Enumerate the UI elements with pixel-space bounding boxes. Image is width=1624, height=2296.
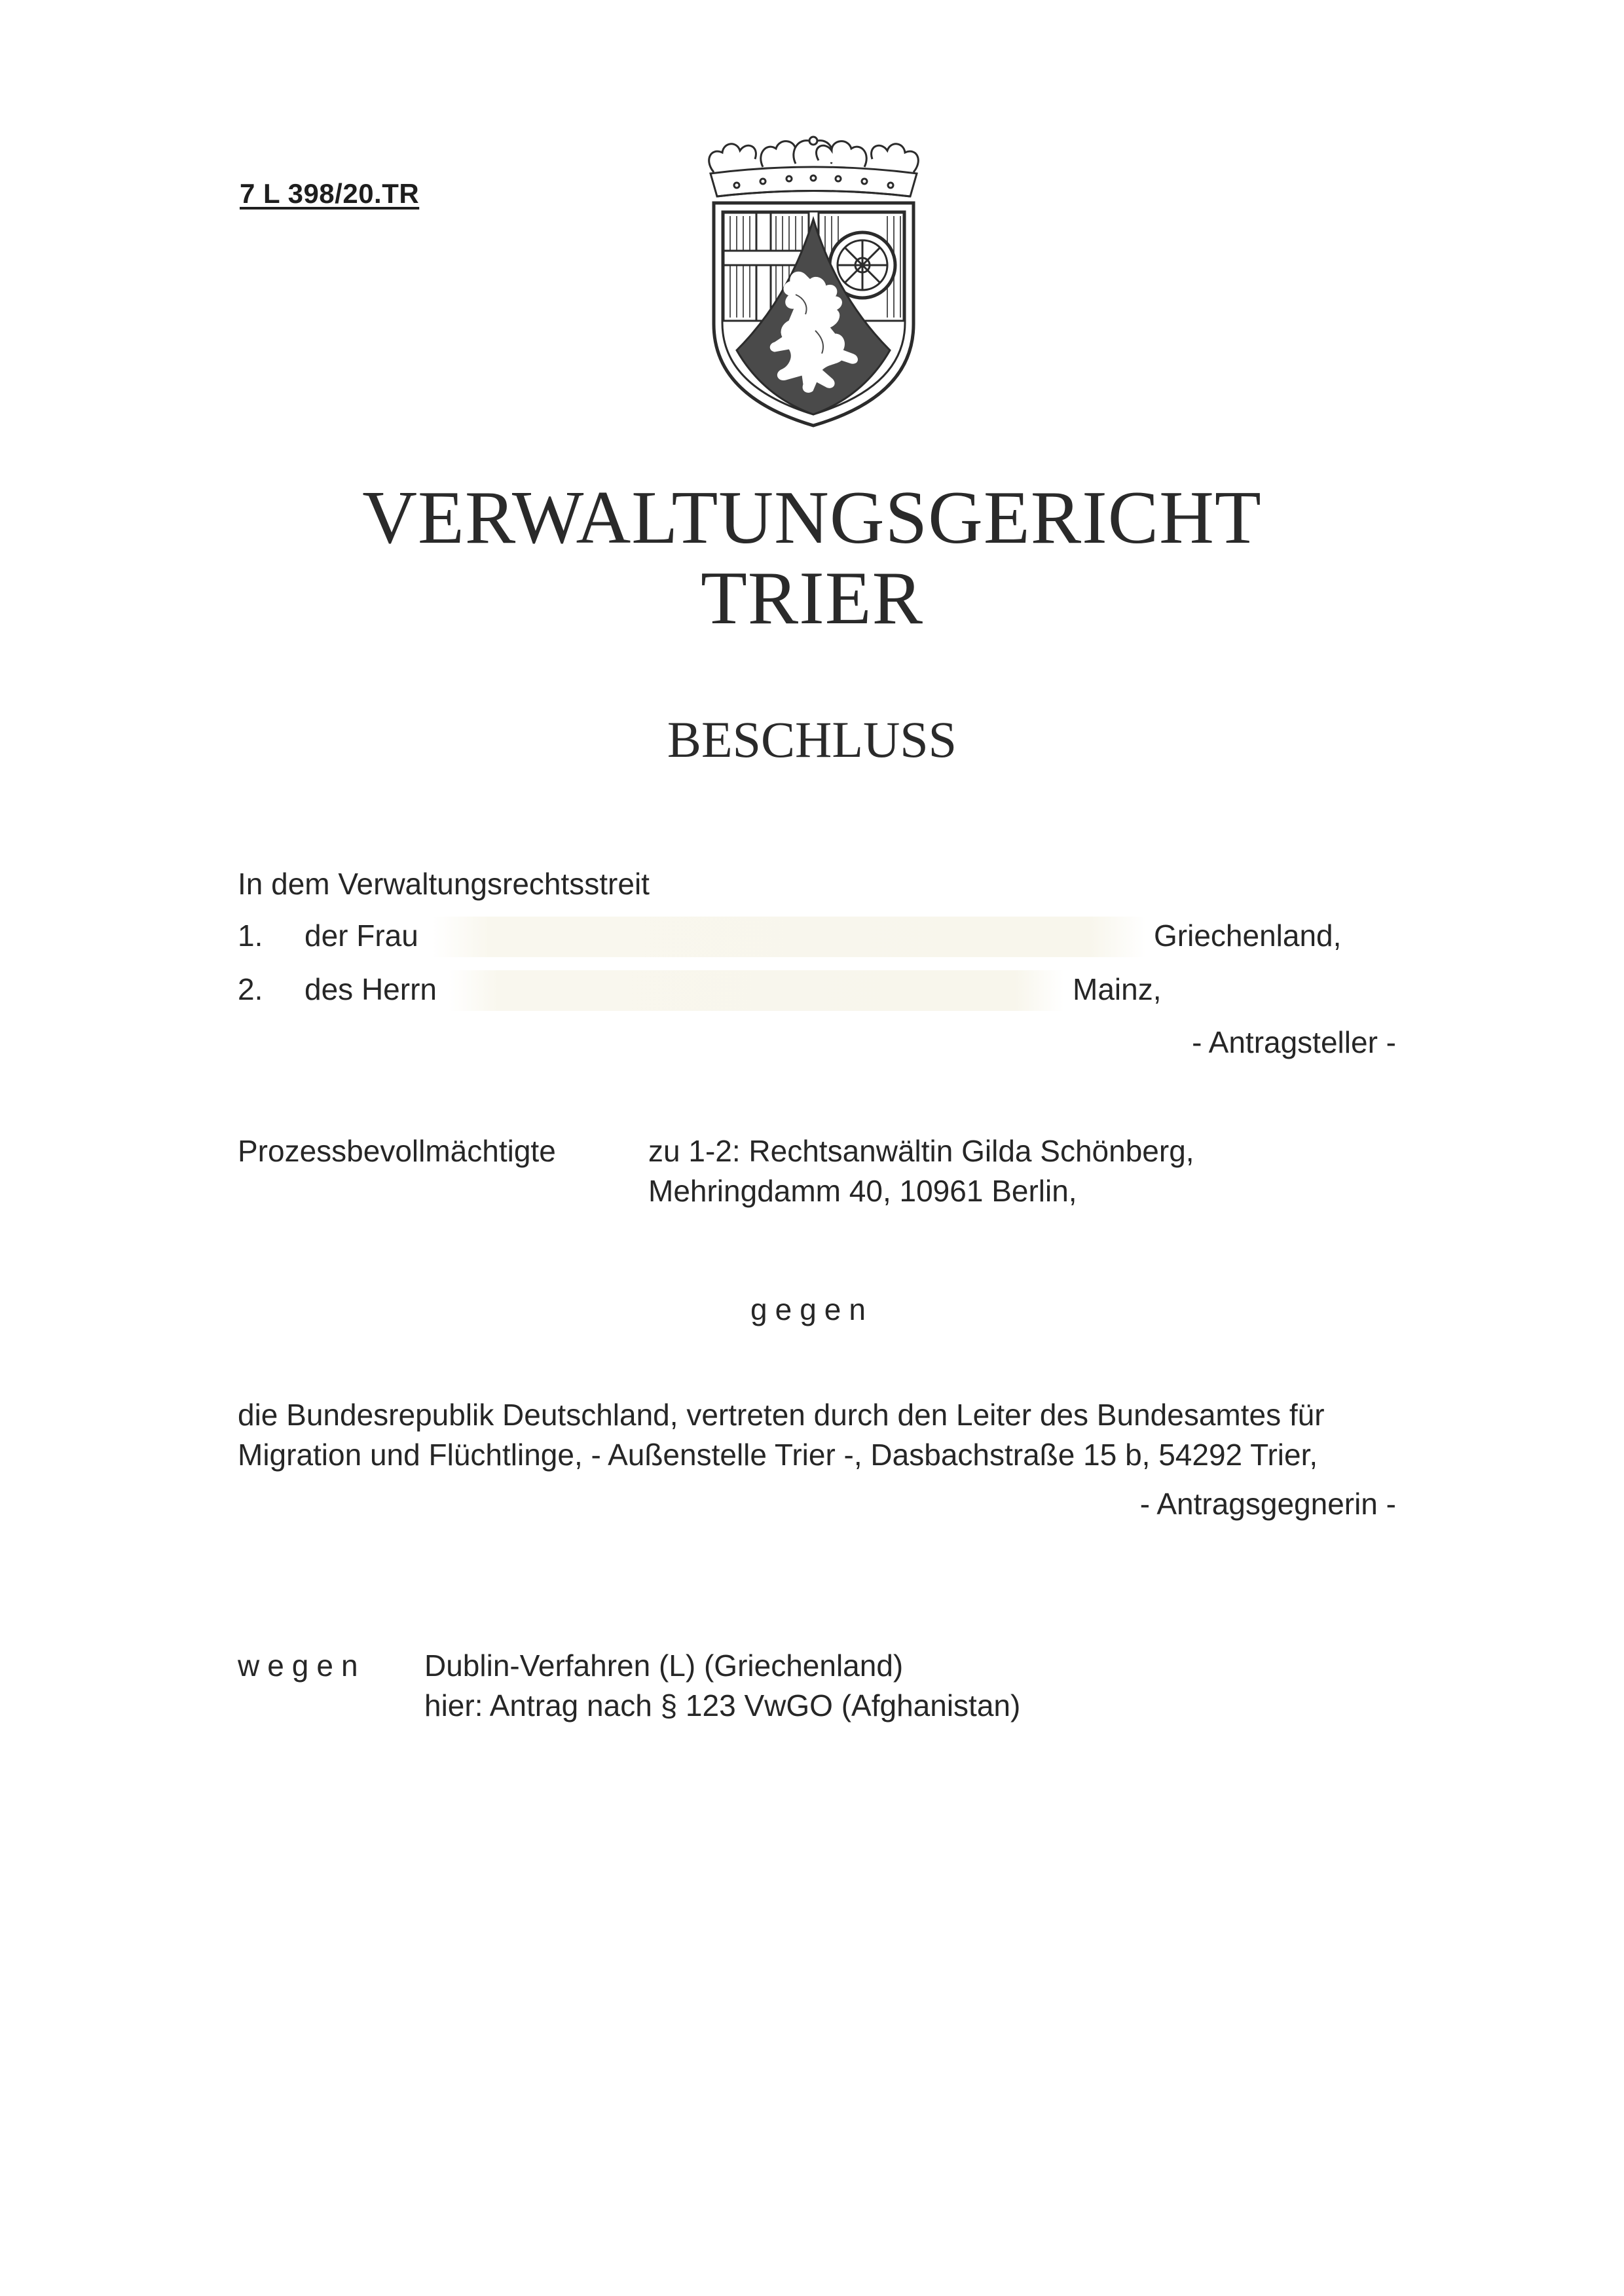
subject-line2: hier: Antrag nach § 123 VwGO (Afghanistan) — [424, 1688, 1021, 1722]
versus-label: gegen — [750, 1292, 874, 1326]
party-1-place: Griechenland, — [1154, 919, 1342, 953]
respondent-role: - Antragsgegnerin - — [1139, 1487, 1396, 1521]
redaction-party-1 — [432, 917, 1146, 957]
party-2-label: des Herrn — [304, 972, 437, 1006]
court-name-line1: VERWALTUNGSGERICHT — [362, 476, 1262, 560]
respondent-line2: Migration und Flüchtlinge, - Außenstelle Trier -, Dasbachstraße 15 b, 54292 Trier, — [238, 1438, 1318, 1472]
party-2-number: 2. — [238, 972, 263, 1006]
respondent-line1: die Bundesrepublik Deutschland, vertreten durch den Leiter des Bundesamtes für — [238, 1398, 1325, 1432]
party-2-place: Mainz, — [1073, 972, 1162, 1006]
subject-line1: Dublin-Verfahren (L) (Griechenland) — [424, 1649, 904, 1683]
proceedings-intro: In dem Verwaltungsrechtsstreit — [238, 867, 650, 901]
party-1-number: 1. — [238, 919, 263, 953]
subject-label: wegen — [238, 1649, 366, 1683]
case-number: 7 L 398/20.TR — [240, 178, 420, 209]
redaction-party-2 — [449, 970, 1064, 1011]
party-1-label: der Frau — [304, 919, 418, 953]
applicant-role: - Antragsteller - — [1192, 1025, 1396, 1059]
counsel-line2: Mehringdamm 40, 10961 Berlin, — [648, 1174, 1077, 1208]
counsel-label: Prozessbevollmächtigte — [238, 1134, 556, 1168]
court-name-line2: TRIER — [700, 556, 924, 640]
document-type-heading: BESCHLUSS — [667, 711, 957, 768]
rhineland-palatinate-coat-of-arms-icon — [691, 134, 936, 429]
counsel-line1: zu 1-2: Rechtsanwältin Gilda Schönberg, — [648, 1134, 1194, 1168]
